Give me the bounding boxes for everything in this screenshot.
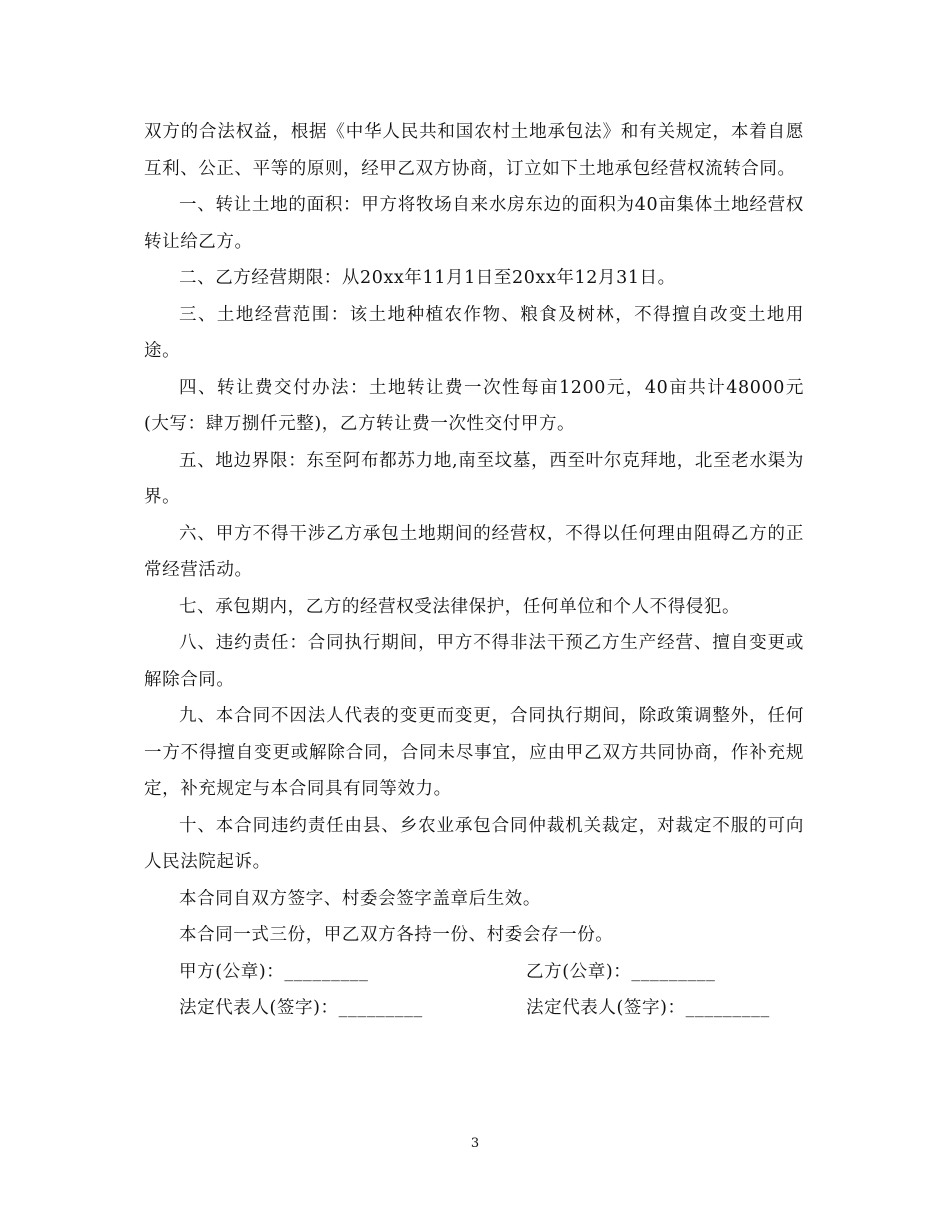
clause-9-amendments: 九、本合同不因法人代表的变更而变更，合同执行期间，除政策调整外，任何一方不得擅自变更或解除合同，合同未尽事宜，应由甲乙双方共同协商，作补充规定，补充规定与本合同具有同等效力。 [144, 706, 804, 799]
party-a-seal-line: 甲方(公章)：_________ [179, 961, 369, 982]
clause-3-scope: 三、土地经营范围：该土地种植农作物、粮食及树林，不得擅自改变土地用途。 [144, 304, 804, 361]
clause-6-non-interference: 六、甲方不得干涉乙方承包土地期间的经营权，不得以任何理由阻碍乙方的正常经营活动。 [144, 523, 804, 580]
paragraph-intro-continued: 双方的合法权益，根据《中华人民共和国农村土地承包法》和有关规定，本着自愿互利、公正、平等的原则，经甲乙双方协商，订立如下土地承包经营权流转合同。 [144, 122, 804, 179]
clause-10-arbitration: 十、本合同违约责任由县、乡农业承包合同仲裁机关裁定，对裁定不服的可向人民法院起诉。 [144, 815, 804, 872]
party-b-representative-line: 法定代表人(签字)：_________ [526, 998, 770, 1018]
page-number: 3 [470, 1136, 480, 1151]
contract-body [144, 114, 804, 1027]
effectiveness-statement: 本合同自双方签字、村委会签字盖章后生效。 [179, 888, 541, 909]
clause-4-payment: 四、转让费交付办法：土地转让费一次性每亩1200元，40亩共计48000元(大写：肆万捌仟元整)，乙方转让费一次性交付甲方。 [144, 377, 804, 434]
clause-5-boundaries: 五、地边界限：东至阿布都苏力地,南至坟墓，西至叶尔克拜地，北至老水渠为界。 [144, 450, 804, 507]
clause-8-breach: 八、违约责任：合同执行期间，甲方不得非法干预乙方生产经营、擅自变更或解除合同。 [144, 633, 804, 690]
copies-statement: 本合同一式三份，甲乙双方各持一份、村委会存一份。 [179, 925, 614, 945]
party-a-representative-line: 法定代表人(签字)：_________ [179, 998, 423, 1018]
clause-7-legal-protection: 七、承包期内，乙方的经营权受法律保护，任何单位和个人不得侵犯。 [179, 596, 741, 617]
signature-row-representatives [144, 990, 804, 1027]
signature-row-seals [144, 954, 804, 991]
party-b-seal-line: 乙方(公章)：_________ [526, 961, 716, 982]
clause-1-land-area: 一、转让土地的面积：甲方将牧场自来水房东边的面积为40亩集体土地经营权转让给乙方。 [144, 195, 804, 252]
clause-2-term: 二、乙方经营期限：从20xx年11月1日至20xx年12月31日。 [179, 268, 676, 288]
